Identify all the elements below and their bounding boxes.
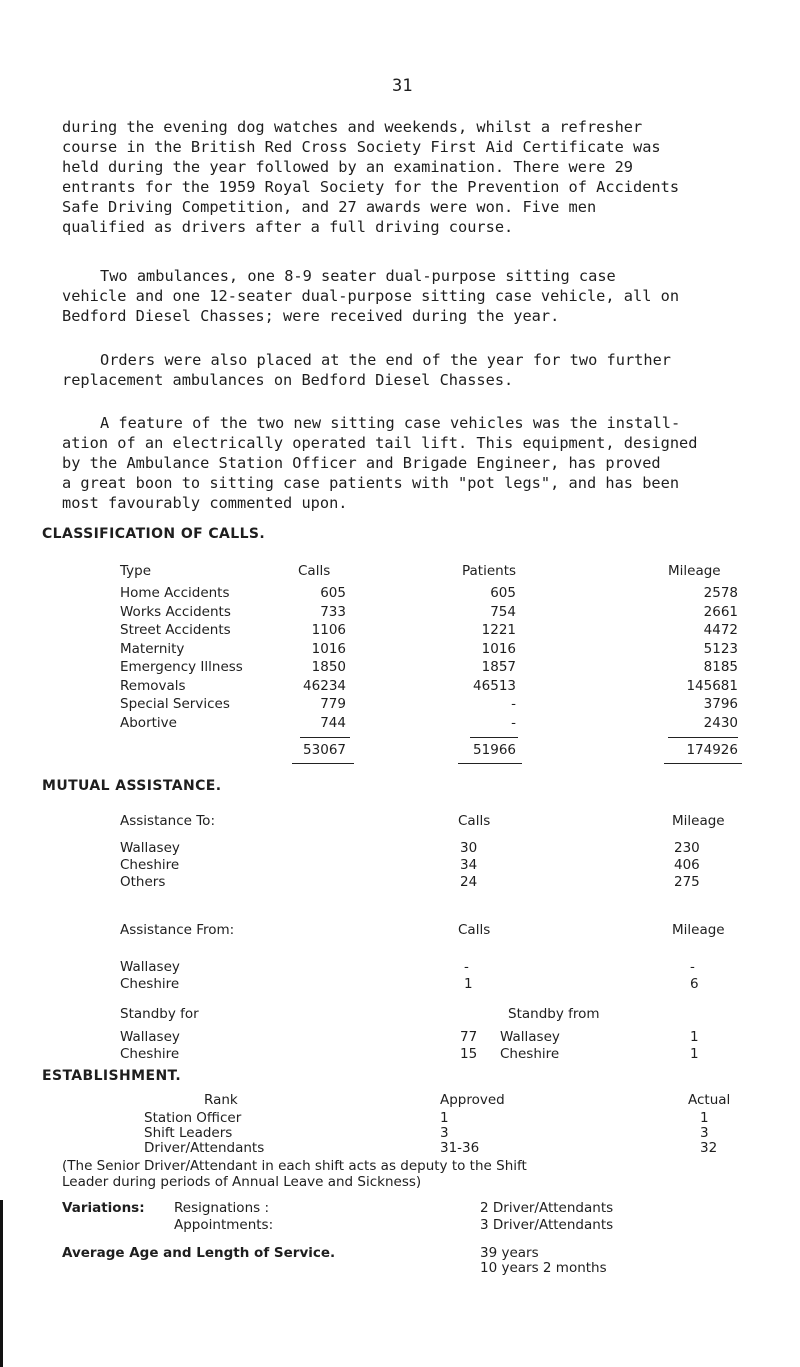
assistance-from-name: Cheshire: [120, 976, 180, 992]
text-line: replacement ambulances on Bedford Diesel Chasses.: [62, 371, 514, 389]
standby-for-name: Wallasey: [120, 1029, 180, 1045]
variations-label: Variations:: [62, 1200, 145, 1216]
total-rule-patients: [458, 763, 522, 764]
type-cell: Emergency Illness: [120, 659, 243, 675]
standby-from-label: Standby from: [508, 1006, 600, 1022]
text-line: qualified as drivers after a full driving course.: [62, 218, 514, 236]
text-line: Bedford Diesel Chasses; were received during the year.: [62, 307, 560, 325]
standby-from-name: Cheshire: [500, 1046, 560, 1062]
standby-from-count: 1: [690, 1029, 699, 1045]
actual-cell: 3: [700, 1125, 709, 1141]
rank-header: Rank: [204, 1092, 238, 1108]
page-number: 31: [392, 76, 413, 96]
assistance-to-mileage: 230: [674, 840, 700, 856]
type-cell: Abortive: [120, 714, 177, 731]
calls-cell: 733: [320, 603, 346, 620]
patients-cell: 1221: [481, 622, 516, 638]
paragraph-3: [62, 350, 800, 390]
type-cell: Maternity: [120, 640, 185, 657]
assistance-from-label: Assistance From:: [120, 922, 235, 938]
subtotal-rule-patients: [470, 737, 518, 738]
patients-cell: 1016: [481, 640, 516, 657]
mileage-cell: 5123: [703, 640, 738, 657]
paragraph-4: [62, 413, 800, 513]
text-line: entrants for the 1959 Royal Society for the Prevention of Accidents: [62, 178, 680, 196]
resignations-value: 2 Driver/Attendants: [480, 1200, 614, 1216]
standby-for-name: Cheshire: [120, 1046, 180, 1062]
patients-cell: 754: [490, 603, 516, 620]
text-line: Orders were also placed at the end of the year for two further: [100, 351, 671, 369]
rank-cell: Station Officer: [144, 1110, 242, 1126]
text-line: a great boon to sitting case patients with "pot legs", and has been: [62, 474, 680, 492]
assistance-to-calls: 24: [460, 874, 478, 890]
standby-from-name: Wallasey: [500, 1029, 560, 1045]
standby-for-count: 77: [460, 1029, 478, 1045]
subtotal-rule-mileage: [668, 737, 738, 738]
assistance-to-mileage-header: Mileage: [672, 813, 725, 829]
calls-cell: 1850: [311, 659, 346, 675]
text-line: vehicle and one 12-seater dual-purpose sitting case vehicle, all on: [62, 287, 680, 305]
column-header-type: Type: [120, 563, 152, 579]
type-cell: Removals: [120, 677, 186, 694]
establishment-heading: ESTABLISHMENT.: [42, 1068, 182, 1084]
paragraph-1: [62, 117, 782, 237]
calls-cell: 605: [320, 585, 346, 601]
total-calls: 53067: [303, 742, 346, 758]
text-line: by the Ambulance Station Officer and Brigade Engineer, has proved: [62, 454, 661, 472]
total-rule-calls: [292, 763, 354, 764]
text-line: Safe Driving Competition, and 27 awards were won. Five men: [62, 198, 597, 216]
assistance-to-name: Others: [120, 874, 166, 890]
mileage-cell: 8185: [703, 659, 738, 675]
calls-cell: 1016: [311, 640, 346, 657]
average-age: 39 years: [480, 1245, 539, 1261]
mileage-cell: 3796: [703, 696, 738, 712]
calls-cell: 744: [320, 714, 346, 731]
calls-cell: 46234: [303, 677, 346, 694]
text-line: ation of an electrically operated tail lift. This equipment, designed: [62, 434, 698, 452]
standby-from-count: 1: [690, 1046, 699, 1062]
total-patients: 51966: [473, 742, 516, 758]
text-line: held during the year followed by an examination. There were 29: [62, 158, 633, 176]
mileage-cell: 2578: [703, 585, 738, 601]
appointments-label: Appointments:: [174, 1217, 274, 1233]
total-rule-mileage: [664, 763, 742, 764]
actual-cell: 32: [700, 1140, 718, 1156]
text-line: Two ambulances, one 8-9 seater dual-purpose sitting case: [100, 267, 616, 285]
appointments-value: 3 Driver/Attendants: [480, 1217, 614, 1233]
assistance-to-calls: 34: [460, 857, 478, 873]
approved-cell: 3: [440, 1125, 449, 1141]
assistance-to-mileage: 406: [674, 857, 700, 873]
assistance-to-name: Wallasey: [120, 840, 180, 856]
standby-for-count: 15: [460, 1046, 478, 1062]
actual-cell: 1: [700, 1110, 709, 1126]
assistance-from-name: Wallasey: [120, 959, 180, 975]
mileage-cell: 2430: [703, 714, 738, 731]
patients-cell: 1857: [481, 659, 516, 675]
text-line: most favourably commented upon.: [62, 494, 348, 512]
assistance-from-calls: -: [464, 959, 469, 975]
mileage-cell: 2661: [703, 603, 738, 620]
rank-cell: Driver/Attendants: [144, 1140, 265, 1156]
type-cell: Street Accidents: [120, 622, 231, 638]
total-mileage: 174926: [686, 742, 738, 758]
rank-cell: Shift Leaders: [144, 1125, 233, 1141]
assistance-from-calls-header: Calls: [458, 922, 491, 938]
calls-cell: 779: [320, 696, 346, 712]
establishment-note-line-1: (The Senior Driver/Attendant in each shift acts as deputy to the Shift: [62, 1158, 527, 1174]
column-header-mileage: Mileage: [668, 563, 721, 579]
patients-cell: -: [511, 714, 516, 731]
text-line: course in the British Red Cross Society First Aid Certificate was: [62, 138, 661, 156]
mileage-cell: 145681: [686, 677, 738, 694]
scan-edge-line: [0, 1200, 3, 1367]
assistance-from-calls: 1: [464, 976, 473, 992]
assistance-to-name: Cheshire: [120, 857, 180, 873]
approved-header: Approved: [440, 1092, 505, 1108]
subtotal-rule-calls: [300, 737, 350, 738]
average-length-of-service: 10 years 2 months: [480, 1260, 607, 1276]
assistance-to-calls: 30: [460, 840, 478, 856]
mutual-assistance-heading: MUTUAL ASSISTANCE.: [42, 778, 222, 794]
approved-cell: 1: [440, 1110, 449, 1126]
assistance-from-mileage: -: [690, 959, 695, 975]
resignations-label: Resignations :: [174, 1200, 269, 1216]
type-cell: Home Accidents: [120, 585, 230, 601]
classification-heading: CLASSIFICATION OF CALLS.: [42, 526, 266, 542]
actual-header: Actual: [688, 1092, 731, 1108]
approved-cell: 31-36: [440, 1140, 480, 1156]
patients-cell: -: [511, 696, 516, 712]
type-cell: Works Accidents: [120, 603, 231, 620]
service-label: Average Age and Length of Service.: [62, 1245, 336, 1261]
calls-cell: 1106: [311, 622, 346, 638]
text-line: A feature of the two new sitting case vehicles was the install-: [100, 414, 681, 432]
assistance-to-label: Assistance To:: [120, 813, 215, 829]
standby-for-label: Standby for: [120, 1006, 199, 1022]
type-cell: Special Services: [120, 696, 230, 712]
patients-cell: 605: [490, 585, 516, 601]
assistance-from-mileage: 6: [690, 976, 699, 992]
assistance-from-mileage-header: Mileage: [672, 922, 725, 938]
patients-cell: 46513: [473, 677, 516, 694]
assistance-to-mileage: 275: [674, 874, 700, 890]
establishment-note-line-2: Leader during periods of Annual Leave and Sickness): [62, 1174, 422, 1190]
column-header-patients: Patients: [462, 563, 517, 579]
assistance-to-calls-header: Calls: [458, 813, 491, 829]
mileage-cell: 4472: [703, 622, 738, 638]
text-line: during the evening dog watches and weekends, whilst a refresher: [62, 118, 643, 136]
paragraph-2: [62, 266, 800, 326]
column-header-calls: Calls: [298, 563, 331, 579]
